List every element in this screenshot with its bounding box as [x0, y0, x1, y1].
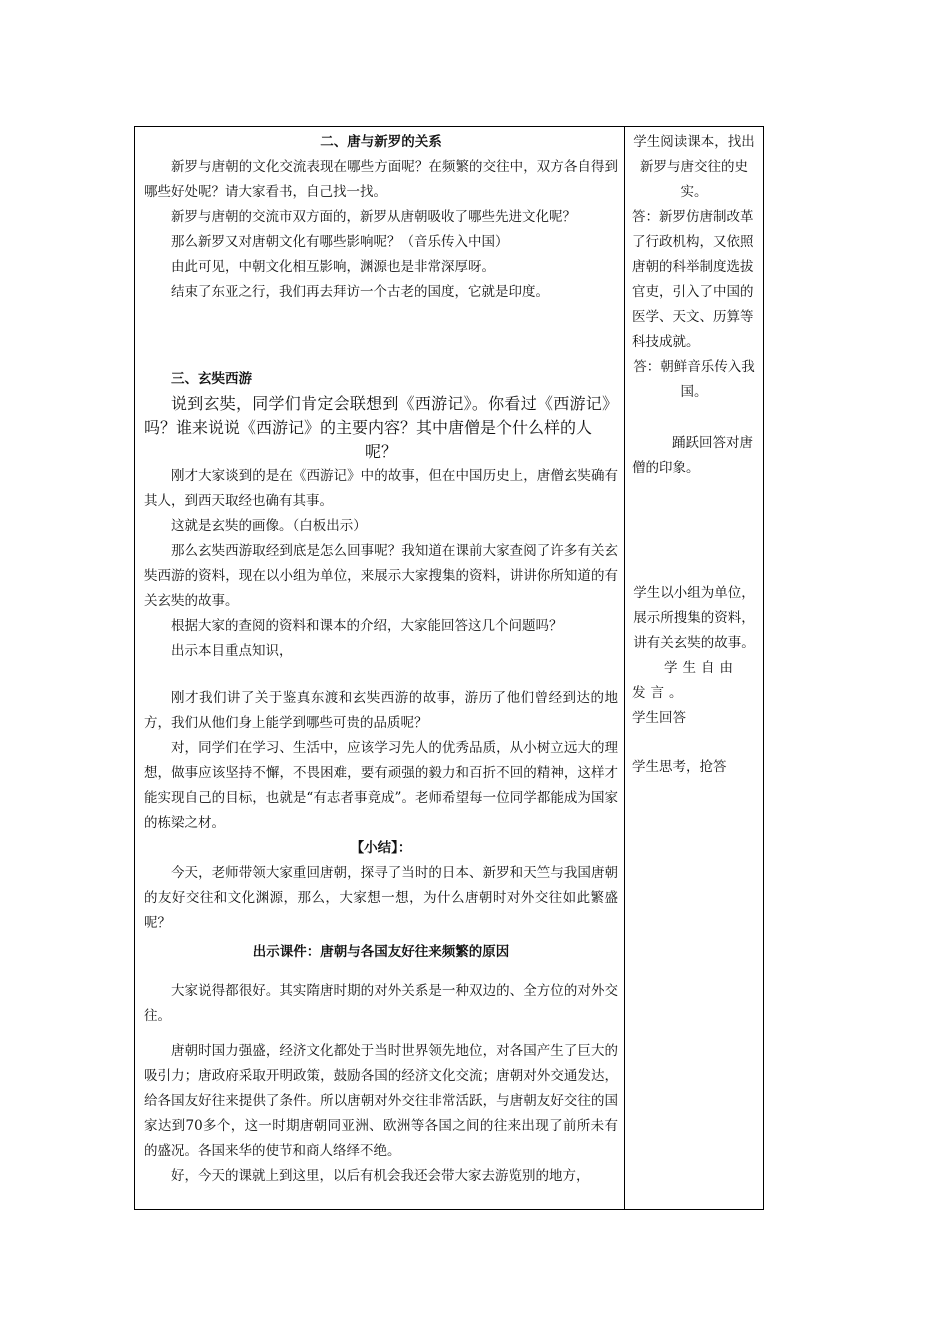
paragraph: 刚才大家谈到的是在《西游记》中的故事，但在中国历史上，唐僧玄奘确有其人，到西天取经也确有其事。 [144, 468, 618, 509]
paragraph: 新罗与唐朝的文化交流表现在哪些方面呢？在频繁的交往中，双方各自得到哪些好处呢？请大家看书，自己找一找。 [144, 159, 618, 200]
paragraph: 根据大家的查阅的资料和课本的介绍，大家能回答这几个问题吗？ [171, 618, 563, 634]
paragraph: 好，今天的课就上到这里，以后有机会我还会带大家去游览别的地方， [171, 1168, 590, 1184]
student-note: 答：朝鲜音乐传入我国。 [633, 359, 755, 400]
summary-title: 【小结】： [350, 840, 412, 856]
paragraph: 那么玄奘西游取经到底是怎么回事呢？我知道在课前大家查阅了许多有关玄奘西游的资料，现在以小组为单位，来展示大家搜集的资料，讲讲你所知道的有关玄奘的故事。 [144, 543, 618, 609]
paragraph: 出示本目重点知识， [171, 643, 293, 659]
student-note: 学生阅读课本，找出新罗与唐交往的史实。 [633, 134, 755, 200]
paragraph: 大家说得都很好。其实隋唐时期的对外关系是一种双边的、全方位的对外交往。 [144, 983, 618, 1024]
column-divider [624, 127, 625, 1209]
student-note: 学生思考，抢答 [632, 759, 727, 775]
lesson-table [134, 126, 764, 1210]
paragraph: 那么新罗又对唐朝文化有哪些影响呢？（音乐传入中国） [171, 234, 509, 250]
paragraph: 新罗与唐朝的交流市双方面的，新罗从唐朝吸收了哪些先进文化呢？ [171, 209, 576, 225]
paragraph: 唐朝时国力强盛，经济文化都处于当时世界领先地位，对各国产生了巨大的吸引力；唐政府采取开明政策，鼓励各国的经济文化交流；唐朝对外交通发达，给各国友好往来提供了条件。所以唐朝对外交往非常活跃，与唐朝友好交往的国家达到70多个，这一时期唐朝同亚洲、欧洲等各国之间的往来出现了前所未有的盛况。各国来华的使节和商人络绎不绝。 [144, 1043, 618, 1159]
student-note: 学生回答 [632, 710, 686, 726]
courseware-title: 出示课件：唐朝与各国友好往来频繁的原因 [252, 944, 510, 960]
paragraph: 刚才我们讲了关于鉴真东渡和玄奘西游的故事，游历了他们曾经到达的地方，我们从他们身上能学到哪些可贵的品质呢？ [144, 690, 618, 731]
paragraph: 由此可见，中朝文化相互影响，渊源也是非常深厚呀。 [171, 259, 495, 275]
section3-title: 三、玄奘西游 [171, 371, 252, 387]
paragraph: 今天，老师带领大家重回唐朝，探寻了当时的日本、新罗和天竺与我国唐朝的友好交往和文化渊源，那么，大家想一想，为什么唐朝时对外交往如此繁盛呢？ [144, 865, 618, 931]
paragraph-end: 呢？ [364, 442, 397, 461]
student-note: 学生自由发言。 [632, 660, 738, 701]
student-activity-column [632, 130, 756, 780]
teacher-activity-column [144, 130, 618, 1189]
paragraph: 结束了东亚之行，我们再去拜访一个古老的国度，它就是印度。 [171, 284, 549, 300]
student-note: 踊跃回答对唐僧的印象。 [632, 435, 753, 476]
student-note: 学生以小组为单位，展示所搜集的资料，讲有关玄奘的故事。 [633, 585, 755, 651]
paragraph: 这就是玄奘的画像。（白板出示） [171, 518, 367, 534]
paragraph: 说到玄奘，同学们肯定会联想到《西游记》。你看过《西游记》吗？谁来说说《西游记》的主要内容？其中唐僧是个什么样的人 [144, 394, 618, 437]
section2-title: 二、唐与新罗的关系 [320, 134, 442, 150]
paragraph: 对，同学们在学习、生活中，应该学习先人的优秀品质，从小树立远大的理想，做事应该坚持不懈，不畏困难，要有顽强的毅力和百折不回的精神，这样才能实现自己的目标，也就是“有志者事竟成”。老师希望每一位同学都能成为国家的栋梁之材。 [144, 740, 618, 831]
student-note: 答：新罗仿唐制改革了行政机构，又依照唐朝的科举制度选拔官吏，引入了中国的医学、天文、历算等科技成就。 [632, 209, 754, 350]
